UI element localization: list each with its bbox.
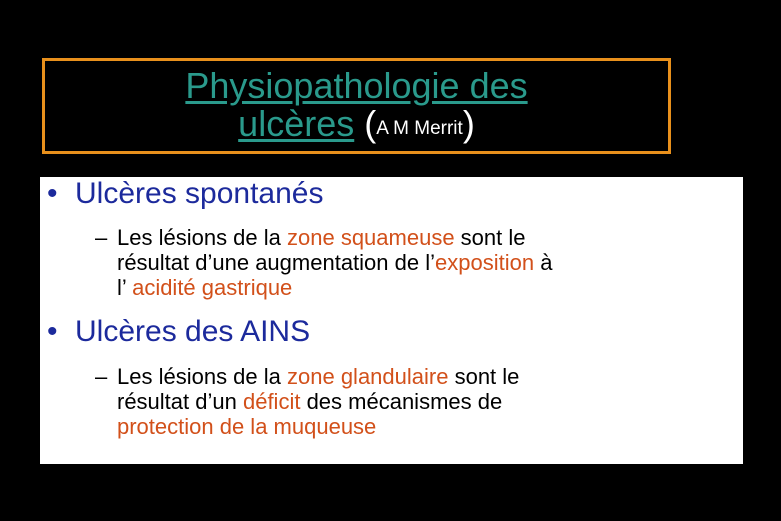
title-line-1: Physiopathologie des — [185, 65, 528, 106]
content-panel — [40, 177, 743, 464]
text-segment: Les lésions de la — [117, 225, 287, 250]
highlighted-term: déficit — [242, 389, 301, 414]
title-line-2 — [45, 105, 668, 148]
bullet-heading: Ulcères spontanés — [75, 177, 324, 210]
highlighted-term: acidité gastrique — [132, 275, 293, 300]
author-open-paren: ( — [364, 103, 377, 144]
bullet-marker: • — [47, 177, 58, 210]
sub-item-text — [117, 364, 735, 439]
highlighted-term: exposition — [435, 250, 535, 275]
highlighted-term: zone glandulaire — [287, 364, 449, 389]
bullet-ains — [47, 315, 310, 349]
dash-marker: – — [95, 225, 108, 250]
bullet-heading: Ulcères des AINS — [75, 315, 311, 348]
author-close-paren: ) — [462, 103, 475, 144]
sub-item-ains — [95, 364, 735, 439]
title-word: ulcères — [238, 103, 355, 144]
bullet-spontaneous — [47, 177, 323, 211]
text-segment: des mécanismes de — [306, 389, 503, 414]
text-segment: à l’ — [117, 250, 553, 300]
highlighted-term: protection de la muqueuse — [117, 414, 377, 439]
sub-item-spontaneous — [95, 225, 735, 300]
highlighted-term: zone squameuse — [287, 225, 455, 250]
title-box — [42, 58, 671, 154]
dash-marker: – — [95, 364, 108, 389]
text-segment: Les lésions de la — [117, 364, 287, 389]
author-name: A M Merrit — [376, 118, 463, 139]
author-credit — [364, 103, 475, 144]
slide-title — [45, 67, 668, 148]
sub-item-text — [117, 225, 735, 300]
text-segment: sont le résultat d’un — [117, 364, 520, 414]
bullet-marker: • — [47, 315, 58, 348]
text-segment: sont le résultat d’une augmentation de l’ — [117, 225, 526, 275]
